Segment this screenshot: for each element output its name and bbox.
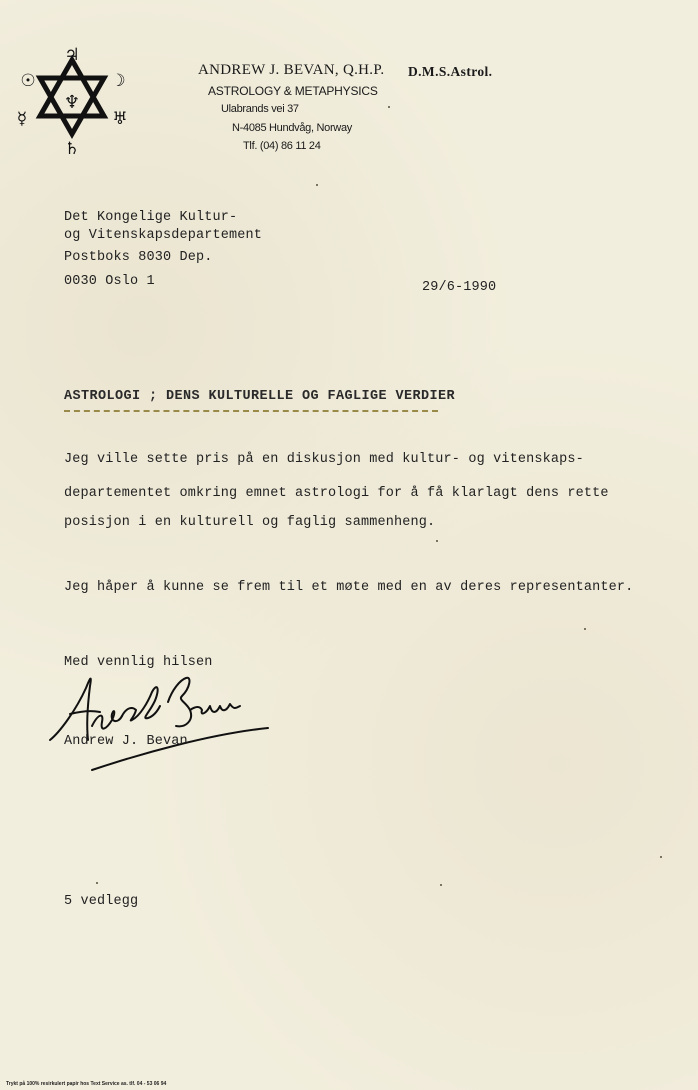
recipient-line-2: og Vitenskapsdepartement bbox=[64, 228, 263, 243]
subject-underline bbox=[64, 410, 438, 412]
svg-text:♅: ♅ bbox=[112, 109, 128, 129]
letterhead-address-city: N-4085 Hundvåg, Norway bbox=[232, 122, 352, 134]
paper-speck bbox=[316, 184, 318, 186]
paper-speck bbox=[660, 856, 662, 858]
printer-footer: Trykt på 100% resirkulert papir hos Text Service as. tlf. 04 - 53 06 94 bbox=[6, 1081, 167, 1087]
paper-speck bbox=[388, 106, 390, 108]
paper-speck bbox=[96, 882, 98, 884]
hexagram-logo-icon bbox=[12, 46, 132, 166]
subject-line: ASTROLOGI ; DENS KULTURELLE OG FAGLIGE VERDIER bbox=[64, 389, 456, 404]
recipient-line-3: Postboks 8030 Dep. bbox=[64, 250, 213, 265]
letterhead-credential: D.M.S.Astrol. bbox=[408, 64, 493, 79]
svg-text:☽: ☽ bbox=[110, 71, 126, 91]
letterhead-name: ANDREW J. BEVAN, Q.H.P. bbox=[198, 62, 385, 78]
svg-text:♃: ♃ bbox=[64, 46, 80, 65]
svg-text:☉: ☉ bbox=[20, 71, 36, 91]
paper-speck bbox=[440, 884, 442, 886]
paper-speck bbox=[584, 628, 586, 630]
svg-text:♆: ♆ bbox=[63, 92, 81, 113]
body-line-3: posisjon i en kulturell og faglig sammenheng. bbox=[64, 515, 436, 530]
attachments-note: 5 vedlegg bbox=[64, 894, 139, 909]
paper-speck bbox=[436, 540, 438, 542]
closing-salutation: Med vennlig hilsen bbox=[64, 655, 213, 670]
handwritten-signature-icon bbox=[40, 662, 280, 777]
body-line-4: Jeg håper å kunne se frem til et møte med en av deres representanter. bbox=[64, 580, 634, 595]
svg-text:☿: ☿ bbox=[16, 109, 28, 129]
signer-name: Andrew J. Bevan bbox=[64, 734, 188, 749]
body-line-1: Jeg ville sette pris på en diskusjon med kultur- og vitenskaps- bbox=[64, 452, 584, 467]
recipient-line-1: Det Kongelige Kultur- bbox=[64, 210, 238, 225]
letterhead-subtitle: ASTROLOGY & METAPHYSICS bbox=[208, 84, 378, 98]
letterhead-address-street: Ulabrands vei 37 bbox=[221, 103, 299, 115]
letterhead-phone: Tlf. (04) 86 11 24 bbox=[243, 140, 321, 152]
letter-date: 29/6-1990 bbox=[422, 280, 497, 295]
svg-text:♄: ♄ bbox=[64, 139, 80, 159]
body-line-2: departementet omkring emnet astrologi for å få klarlagt dens rette bbox=[64, 486, 609, 501]
recipient-line-4: 0030 Oslo 1 bbox=[64, 274, 155, 289]
